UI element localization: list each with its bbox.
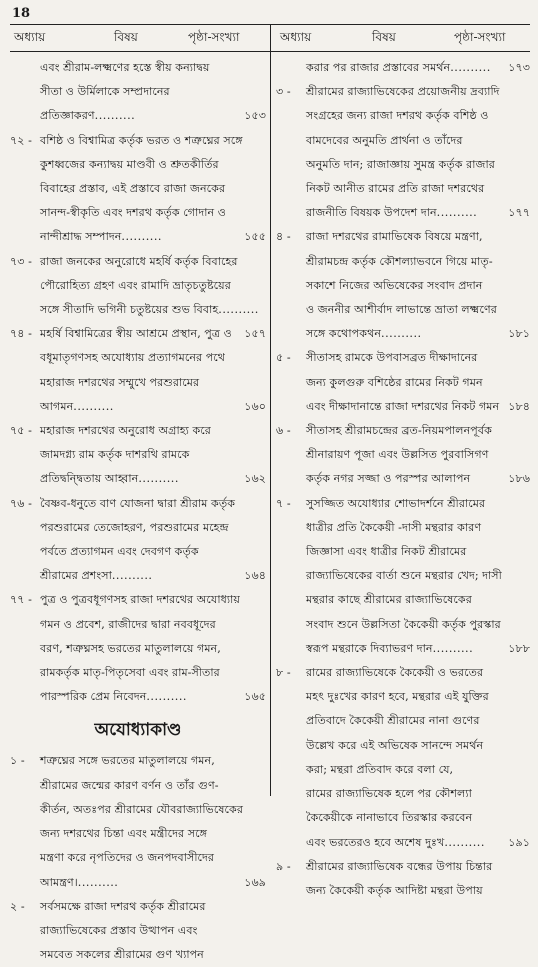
chapter-number: ৩ - [276,85,291,99]
entry-line: সকাশে নিজের অভিষেকের সংবাদ প্রদান [306,278,483,292]
header-right-page: পৃষ্ঠা-সংখ্যা [454,30,506,44]
dot-leader: .......... [218,303,259,317]
page-ref: ১৬৯ [244,875,266,889]
page-ref: ১৫৭ [244,327,266,341]
chapter-number: ৭৭ - [10,593,32,607]
page-ref: ১৬২ [244,472,266,486]
toc-entry [10,322,266,419]
chapter-number: ৯ - [276,859,291,873]
entry-line: নান্দীশ্রাদ্ধ সম্পাদন.......... ১৫৫ [10,225,266,249]
dot-leader: .......... [432,641,474,655]
page-number: 18 [12,6,31,21]
dot-leader: .......... [138,472,179,486]
chapter-number: ২ - [10,899,25,913]
toc-entry [276,346,530,419]
entry-line: শ্রীরামের রাজ্যাভিষেকের প্রয়োজনীয় দ্রব্যাদি [306,85,500,99]
dot-leader: .......... [94,109,136,123]
toc-entry [10,56,266,129]
entry-line: জিজ্ঞাসা এবং ধাত্রীর নিকট শ্রীরামের [306,545,467,559]
toc-entry [10,749,266,894]
entry-line: এবং দীক্ষাদানান্তে রাজা দশরথের নিকট গমন ১৮৪ [276,395,530,419]
entry-line: মহারাজ দশরথের অনুরোধ অগ্রাহ্য করে [40,424,211,438]
entry-line: মহৎ দুঃখের কারণ হবে, মন্থরার এই যুক্তির [306,690,489,704]
page-ref: ১৫৩ [244,109,266,123]
entry-line: গমন ও প্রবেশ, রাজীদের দ্বারা নববধূদের [40,617,216,631]
entry-line: ও জননীর আশীর্বাদ লাভান্তে ভ্রাতা লক্ষ্মণের [306,303,497,317]
page-ref: ১৬০ [244,399,266,413]
entry-line: এবং শ্রীরাম-লক্ষ্মণের হস্তে স্বীয় কন্যাদ্বয় [40,61,210,74]
chapter-number: ৭৪ - [10,327,32,341]
entry-line: করার পর রাজার প্রস্তাবের সমর্থন.......... ১৭৩ [276,56,530,80]
entry-line: সুসজ্জিত অযোধ্যার শোভাদর্শনে শ্রীরামের [306,496,486,510]
page-ref: ১৮৮ [508,641,530,655]
dot-leader: .......... [450,61,491,74]
entry-line: পর্বতে প্রত্যাগমন এবং দেবগণ কর্তৃক [40,545,199,559]
dot-leader: .......... [436,206,478,220]
entry-line: সংবাদ শুনে উল্লসিতা কৈকেয়ী কর্তৃক পুরস্কার [306,617,501,631]
entry-line: শ্রীরামের জন্মের কারণ বর্ণন ও তাঁর গুণ- [40,778,219,792]
entry-line: শ্রীনারায়ণ পূজা এবং উল্লসিত পুরবাসিগণ [306,448,489,462]
entry-line: মন্থরার কাছে শ্রীরামের রাজ্যাভিষেকের [306,593,472,607]
entry-line: বামদেবের অনুমতি প্রার্থনা ও তাঁদের [306,133,463,147]
dot-leader: .......... [146,690,187,704]
entry-line: সীতা ও উর্মিলাকে সম্প্রদানের প্রতিজ্ঞাকরণ.......... ১৫৩ [10,80,266,128]
entry-line: অনুমতি দান; রাজাজ্ঞায় সুমন্ত্র কর্তৃক রাজার [306,157,495,171]
chapter-number: ৭৫ - [10,424,32,438]
dot-leader: .......... [444,835,485,849]
toc-entry [10,895,266,967]
page-ref: ১৭৩ [508,61,530,74]
chapter-number: ৭৬ - [10,496,32,510]
chapter-number: ৭২ - [10,133,32,147]
entry-line: রাজা জনকের অনুরোধে মহর্ষি কর্তৃক বিবাহের [40,254,238,268]
page-ref: ১৮১ [508,327,530,341]
entry-line: ধাত্রীর প্রতি কৈকেয়ী -দাসী মন্থরার কারণ [306,520,482,534]
entry-line: রামকর্তৃক মাতৃ-পিতৃসেবা এবং রাম-সীতার [40,666,220,680]
section-title: অযোধ্যাকাণ্ড [94,720,182,741]
entry-line: নিকট আনীত রামের প্রতি রাজা দশরথের [306,182,485,196]
entry-line: কর্তৃক নগর সজ্জা ও পরস্পর আলাপন ১৮৬ [276,467,530,491]
entry-line: স্বরূপ মন্থরাকে দিব্যাভরণ দান.......... ১৮৮ [276,637,530,661]
page-ref: ১৬৪ [244,569,266,583]
page-ref: ১৬৫ [244,690,266,704]
entry-line: রামের রাজ্যাভিষেক হলে পর কৌশল্যা [306,787,472,801]
page-ref: ১৯১ [508,835,530,849]
toc-entry [276,225,530,346]
toc-entry [10,588,266,709]
toc-entry [276,80,530,225]
entry-line: সানন্দ-স্বীকৃতি এবং দশরথ কর্তৃক গোদান ও [40,206,226,220]
page-ref: ১৫৫ [244,230,266,244]
entry-line: জন্য কুলগুরু বশিষ্ঠের রামের নিকট গমন [306,375,483,389]
entry-line: রাজা দশরথের রামাভিষেক বিষয়ে মন্ত্রণা, [306,230,483,244]
entry-line: কুশধ্বজের কন্যাদ্বয় মাণ্ডবী ও শ্রুতকীর্তির [40,157,219,171]
entry-line: বশিষ্ঠ ও বিশ্বামিত্র কর্তৃক ভরত ও শত্রুঘ্নের সঙ্গে [40,133,243,147]
entry-line: পারস্পরিক প্রেম নিবেদন.......... ১৬৫ [10,685,266,709]
entry-line: মহারাজ দশরথের সম্মুখে পরশুরামের আগমন.......... ১৬০ [10,371,266,419]
toc-entry [276,492,530,661]
header-left-page: পৃষ্ঠা-সংখ্যা [188,30,240,44]
chapter-number: ৮ - [276,666,291,680]
chapter-number: ৫ - [276,351,291,365]
entry-line: সঙ্গে কথোপকথন.......... ১৮১ [276,322,530,346]
entry-line: বৈষ্ণব-ধনুতে বাণ যোজনা দ্বারা শ্রীরাম কর্তৃক [40,496,236,510]
chapter-number: ৭৩ - [10,254,32,268]
toc-entry [276,855,530,903]
entry-line: করা; মন্থরা প্রতিবাদ করে বলা যে, [306,762,454,776]
toc-entry [276,56,530,80]
entry-line: জন্য দশরথের চিন্তা এবং মন্ত্রীদের সঙ্গে [40,827,208,841]
entry-line: বধূমাতৃগণসহ অযোধ্যায় প্রত্যাগমনের পথে [40,351,226,365]
toc-entry [10,419,266,492]
entry-line: প্রতিবাদে কৈকেয়ী শ্রীরামের নানা গুণের [306,714,480,728]
entry-line: উল্লেখ করে এই অভিষেক সানন্দে সমর্থন [306,738,484,752]
entry-line: জামদগ্ন্য রাম কর্তৃক দাশরথি রামকে [40,448,190,462]
column-divider [270,24,271,796]
page-ref: ১৮৬ [508,472,530,486]
entry-line: কৈকেয়ীকে নানাভাবে তিরস্কার করবেন [306,811,473,825]
chapter-number: ৭ - [276,496,291,510]
page-ref: ১৭৭ [508,206,530,220]
dot-leader: .......... [121,230,162,244]
entry-line: রামের রাজ্যাভিষেকে কৈকেয়ী ও ভরতের [306,666,484,680]
entry-line: প্রতিদ্বন্দ্বিতায় আহ্বান.......... ১৬২ [10,467,266,491]
entry-line: কীর্তন, অতঃপর শ্রীরামের যৌবরাজ্যাভিষেকের [40,802,244,816]
chapter-number: ১ - [10,754,25,768]
entry-line: শত্রুঘ্নের সঙ্গে ভরতের মাতুলালয়ে গমন, [40,754,215,768]
right-column [276,56,530,903]
header-right-subject: বিষয় [372,30,396,44]
entry-line: শ্রীরামের প্রশংসা.......... ১৬৪ [10,564,266,588]
entry-line: জন্য কৈকেয়ী কর্তৃক আদিষ্টা মন্থরা উপায় [306,883,483,897]
page-ref: ১৮৪ [508,399,530,413]
dot-leader: .......... [381,327,422,341]
dot-leader: .......... [77,875,119,889]
toc-entry [10,492,266,589]
entry-line: শ্রীরামচন্দ্র কর্তৃক কৌশল্যাভবনে গিয়ে মাতৃ- [306,254,493,268]
left-column [10,56,266,967]
entry-line: পরশুরামের তেজোহরণ, পরশুরামের মহেন্দ্র [40,520,229,534]
entry-line: মন্ত্রণা করে নৃপতিদের ও জনপদবাসীদের আমন্ত্রণ।.......... ১৬৯ [10,846,266,894]
entry-line: পুত্র ও পুত্রবধূগণসহ রাজা দশরথের অযোধ্যায় [40,593,240,607]
entry-line: সীতাসহ রামকে উপবাসব্রত দীক্ষাদানের [306,351,478,365]
toc-entry [10,129,266,250]
entry-line: মহর্ষি বিশ্বামিত্রের স্বীয় আশ্রমে প্রস্থান, পুত্র ও [40,327,232,341]
header-right-chapter: অধ্যায় [280,30,312,44]
entry-line: এবং ভরতেরও হবে অশেষ দুঃখ.......... ১৯১ [276,831,530,855]
header-left-chapter: অধ্যায় [14,30,46,44]
dot-leader: .......... [73,399,114,413]
entry-line: শ্রীরামের রাজ্যাভিষেক বন্ধের উপায় চিন্তার [306,859,493,873]
entry-line: রাজ্যাভিষেকের বার্তা শুনে মন্থরার খেদ; দাসী [306,569,502,583]
toc-entry [276,419,530,492]
toc-entry [276,661,530,855]
entry-line: পৌরোহিত্য গ্রহণ এবং রামাদি ভ্রাতৃচতুষ্টয়ের [40,278,231,292]
entry-line: বিবাহের প্রস্তাব, এই প্রস্তাবে রাজা জনকের [40,182,226,196]
entry-line: রাজ্যাভিষেকের প্রস্তাব উত্থাপন এবং [40,923,198,937]
entry-line: সর্বসমক্ষে রাজা দশরথ কর্তৃক শ্রীরামের [40,899,206,913]
entry-line: সমবেত সকলের শ্রীরামের গুণ খ্যাপন [40,948,204,962]
chapter-number: ৬ - [276,424,291,438]
entry-line: সীতাসহ শ্রীরামচন্দ্রের ব্রত-নিয়মপালনপূর্বক [306,424,492,438]
entry-line: সঙ্গে সীতাদি ভগিনী চতুষ্টয়ের শুভ বিবাহ.......... ১৫৭ [10,298,266,322]
entry-line: বরণ, শত্রুঘ্নসহ ভরতের মাতুলালয়ে গমন, [40,641,221,655]
entry-line: রাজনীতি বিষয়ক উপদেশ দান.......... ১৭৭ [276,201,530,225]
chapter-number: ৪ - [276,230,291,244]
header-left-subject: বিষয় [114,30,138,44]
dot-leader: .......... [111,569,153,583]
entry-line: সংগ্রহের জন্য রাজা দশরথ কর্তৃক বশিষ্ঠ ও [306,109,489,123]
